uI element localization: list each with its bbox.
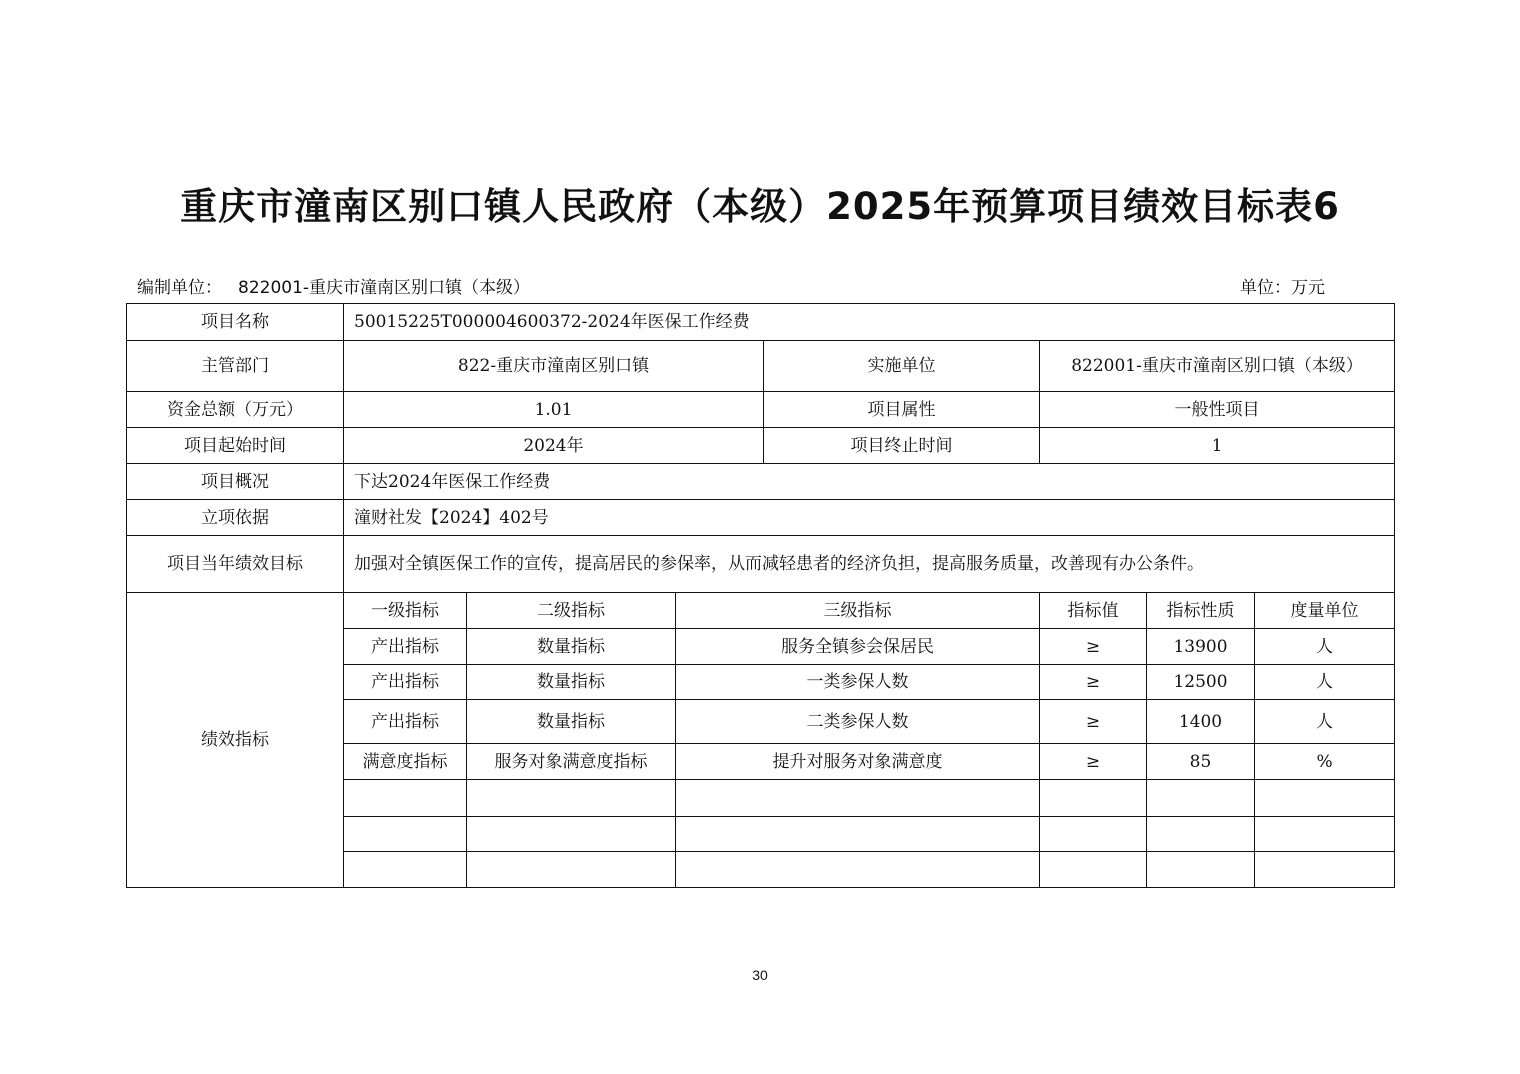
project-name-label: 项目名称: [127, 304, 344, 341]
overview-value: 下达2024年医保工作经费: [344, 464, 1395, 500]
impl-label: 实施单位: [764, 341, 1040, 392]
basis-label: 立项依据: [127, 500, 344, 536]
funds-value: 1.01: [344, 392, 764, 428]
attr-value: 一般性项目: [1040, 392, 1395, 428]
dept-value: 822-重庆市潼南区别口镇: [344, 341, 764, 392]
level2-cell: 服务对象满意度指标: [467, 744, 676, 780]
operator-cell: [1040, 817, 1147, 852]
overview-row: [127, 464, 1395, 500]
level3-cell: [676, 852, 1040, 888]
level2-cell: 数量指标: [467, 665, 676, 700]
level2-cell: [467, 780, 676, 817]
level1-cell: 产出指标: [344, 700, 467, 744]
project-name-value: 50015225T000004600372-2024年医保工作经费: [344, 304, 1395, 341]
operator-cell: ≥: [1040, 665, 1147, 700]
operator-cell: ≥: [1040, 629, 1147, 665]
page-title: 重庆市潼南区别口镇人民政府（本级）2025年预算项目绩效目标表6: [180, 185, 1340, 228]
page-number: 30: [752, 967, 768, 983]
header-level1: 一级指标: [344, 593, 467, 629]
header-nature: 指标性质: [1147, 593, 1255, 629]
level3-cell: 一类参保人数: [676, 665, 1040, 700]
compiling-unit: [137, 273, 530, 298]
level1-cell: 产出指标: [344, 665, 467, 700]
value-cell: 85: [1147, 744, 1255, 780]
basis-value: 潼财社发【2024】402号: [344, 500, 1395, 536]
operator-cell: ≥: [1040, 744, 1147, 780]
funds-row: [127, 392, 1395, 428]
goal-row: [127, 536, 1395, 593]
compiling-unit-value: 822001-重庆市潼南区别口镇（本级）: [238, 278, 531, 298]
basis-row: [127, 500, 1395, 536]
impl-value: 822001-重庆市潼南区别口镇（本级）: [1040, 341, 1395, 392]
level2-cell: [467, 852, 676, 888]
performance-table: [126, 303, 1395, 888]
unit-cell: 人: [1255, 700, 1395, 744]
header-level3: 三级指标: [676, 593, 1040, 629]
unit-cell: %: [1255, 744, 1395, 780]
time-row: [127, 428, 1395, 464]
header-unit: 度量单位: [1255, 593, 1395, 629]
department-row: [127, 341, 1395, 392]
goal-label: 项目当年绩效目标: [127, 536, 344, 593]
start-value: 2024年: [344, 428, 764, 464]
level3-cell: [676, 780, 1040, 817]
header-level2: 二级指标: [467, 593, 676, 629]
operator-cell: ≥: [1040, 700, 1147, 744]
operator-cell: [1040, 852, 1147, 888]
indicator-section-label: 绩效指标: [127, 593, 344, 888]
level1-cell: [344, 780, 467, 817]
value-cell: 13900: [1147, 629, 1255, 665]
overview-label: 项目概况: [127, 464, 344, 500]
header-target-value: 指标值: [1040, 593, 1147, 629]
level3-cell: 服务全镇参会保居民: [676, 629, 1040, 665]
compiling-unit-label: 编制单位：: [137, 278, 222, 298]
level1-cell: 满意度指标: [344, 744, 467, 780]
attr-label: 项目属性: [764, 392, 1040, 428]
level3-cell: 提升对服务对象满意度: [676, 744, 1040, 780]
value-cell: [1147, 817, 1255, 852]
end-value: 1: [1040, 428, 1395, 464]
currency-unit: 单位：万元: [1240, 278, 1325, 298]
value-cell: 1400: [1147, 700, 1255, 744]
level2-cell: 数量指标: [467, 700, 676, 744]
unit-cell: [1255, 817, 1395, 852]
goal-value: 加强对全镇医保工作的宣传，提高居民的参保率，从而减轻患者的经济负担，提高服务质量，改善现有办公条件。: [344, 536, 1395, 593]
level1-cell: 产出指标: [344, 629, 467, 665]
value-cell: [1147, 780, 1255, 817]
level2-cell: 数量指标: [467, 629, 676, 665]
unit-cell: 人: [1255, 665, 1395, 700]
level1-cell: [344, 817, 467, 852]
funds-label: 资金总额（万元）: [127, 392, 344, 428]
operator-cell: [1040, 780, 1147, 817]
unit-cell: [1255, 852, 1395, 888]
project-name-row: [127, 304, 1395, 341]
indicator-header-row: [127, 593, 1395, 629]
unit-cell: 人: [1255, 629, 1395, 665]
level3-cell: [676, 817, 1040, 852]
level1-cell: [344, 852, 467, 888]
end-label: 项目终止时间: [764, 428, 1040, 464]
value-cell: 12500: [1147, 665, 1255, 700]
unit-cell: [1255, 780, 1395, 817]
level2-cell: [467, 817, 676, 852]
start-label: 项目起始时间: [127, 428, 344, 464]
dept-label: 主管部门: [127, 341, 344, 392]
value-cell: [1147, 852, 1255, 888]
level3-cell: 二类参保人数: [676, 700, 1040, 744]
